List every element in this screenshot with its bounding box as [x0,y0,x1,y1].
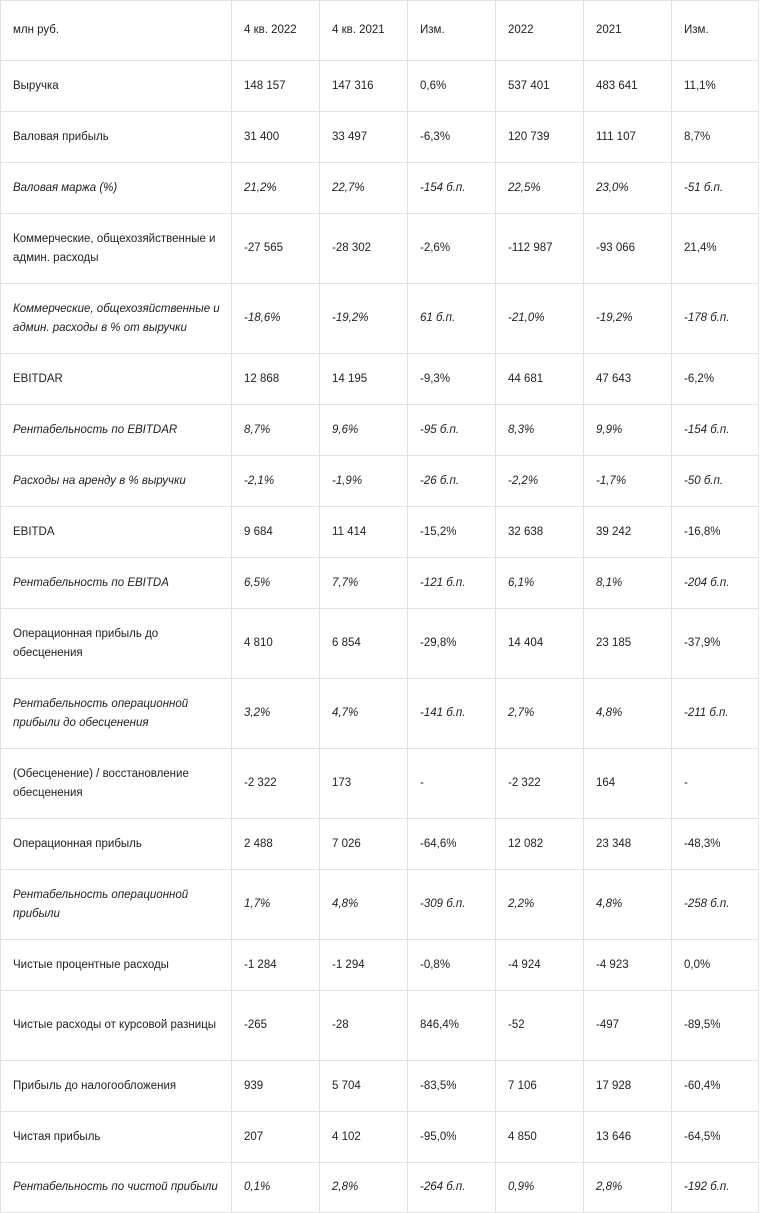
cell-fy-change: -204 б.п. [672,558,759,609]
cell-q4-2022: 148 157 [232,61,320,112]
cell-q4-2021: 7 026 [320,819,408,870]
cell-row-label: Чистые процентные расходы [1,940,232,991]
cell-q4-2021: -1 294 [320,940,408,991]
cell-q4-2021: 4,8% [320,870,408,940]
cell-fy-change: 21,4% [672,214,759,284]
cell-q4-2022: 31 400 [232,112,320,163]
cell-fy-2022: 6,1% [496,558,584,609]
cell-fy-change: -6,2% [672,354,759,405]
cell-fy-2021: 164 [584,749,672,819]
cell-q4-2021: 11 414 [320,507,408,558]
header-cell-q4-2021: 4 кв. 2021 [320,1,408,61]
cell-q-change: 0,6% [408,61,496,112]
table-row [1,1163,759,1213]
cell-fy-2021: -4 923 [584,940,672,991]
cell-fy-2021: 39 242 [584,507,672,558]
cell-q4-2022: -265 [232,991,320,1061]
cell-fy-change: -64,5% [672,1112,759,1163]
cell-fy-2021: 13 646 [584,1112,672,1163]
cell-q4-2022: 0,1% [232,1163,320,1213]
header-cell-q4-2022: 4 кв. 2022 [232,1,320,61]
table-row [1,558,759,609]
cell-fy-2022: 22,5% [496,163,584,214]
cell-row-label: Коммерческие, общехозяйственные и админ. расходы [1,214,232,284]
cell-fy-2021: 23 185 [584,609,672,679]
cell-q4-2021: -19,2% [320,284,408,354]
cell-fy-2021: 4,8% [584,870,672,940]
cell-q-change: -9,3% [408,354,496,405]
cell-fy-2021: 47 643 [584,354,672,405]
cell-q-change: -2,6% [408,214,496,284]
cell-row-label: EBITDAR [1,354,232,405]
cell-fy-change: -178 б.п. [672,284,759,354]
cell-q4-2021: 9,6% [320,405,408,456]
cell-q-change: -141 б.п. [408,679,496,749]
cell-q4-2022: 1,7% [232,870,320,940]
cell-row-label: Операционная прибыль [1,819,232,870]
cell-fy-change: -48,3% [672,819,759,870]
cell-fy-change: 8,7% [672,112,759,163]
cell-fy-2022: 0,9% [496,1163,584,1213]
cell-fy-2021: 9,9% [584,405,672,456]
table-row [1,1061,759,1112]
cell-fy-2022: -2 322 [496,749,584,819]
cell-fy-change: -16,8% [672,507,759,558]
cell-q4-2022: -1 284 [232,940,320,991]
cell-row-label: Валовая маржа (%) [1,163,232,214]
cell-fy-2021: 23,0% [584,163,672,214]
cell-fy-2022: 44 681 [496,354,584,405]
cell-q-change: - [408,749,496,819]
cell-q-change: -95,0% [408,1112,496,1163]
cell-q-change: -15,2% [408,507,496,558]
cell-q4-2022: 21,2% [232,163,320,214]
cell-q4-2021: 22,7% [320,163,408,214]
cell-row-label: Прибыль до налогообложения [1,1061,232,1112]
cell-q-change: 846,4% [408,991,496,1061]
cell-q-change: -6,3% [408,112,496,163]
cell-fy-2022: 7 106 [496,1061,584,1112]
cell-row-label: Чистые расходы от курсовой разницы [1,991,232,1061]
cell-q4-2022: -2 322 [232,749,320,819]
cell-q4-2021: 14 195 [320,354,408,405]
cell-q-change: -0,8% [408,940,496,991]
cell-fy-2021: -93 066 [584,214,672,284]
cell-q4-2022: 3,2% [232,679,320,749]
cell-fy-2022: 537 401 [496,61,584,112]
table-row [1,354,759,405]
cell-fy-change: 11,1% [672,61,759,112]
table-row [1,284,759,354]
cell-q-change: -154 б.п. [408,163,496,214]
cell-fy-change: -37,9% [672,609,759,679]
table-row [1,214,759,284]
cell-row-label: Рентабельность операционной прибыли до обесценения [1,679,232,749]
cell-q4-2022: 2 488 [232,819,320,870]
cell-q-change: -309 б.п. [408,870,496,940]
cell-fy-change: -51 б.п. [672,163,759,214]
cell-fy-2021: 111 107 [584,112,672,163]
cell-fy-change: -211 б.п. [672,679,759,749]
cell-q4-2022: 9 684 [232,507,320,558]
cell-q4-2022: 12 868 [232,354,320,405]
cell-fy-change: -50 б.п. [672,456,759,507]
cell-fy-2022: 2,7% [496,679,584,749]
cell-fy-change: - [672,749,759,819]
table-row [1,456,759,507]
cell-q4-2021: -28 [320,991,408,1061]
cell-fy-change: -60,4% [672,1061,759,1112]
cell-fy-2021: 2,8% [584,1163,672,1213]
cell-q4-2021: 4 102 [320,1112,408,1163]
cell-q4-2021: 147 316 [320,61,408,112]
table-row [1,609,759,679]
cell-row-label: (Обесценение) / восстановление обесценения [1,749,232,819]
cell-q4-2022: 6,5% [232,558,320,609]
cell-fy-2022: -4 924 [496,940,584,991]
cell-fy-2021: 23 348 [584,819,672,870]
cell-fy-change: -89,5% [672,991,759,1061]
table-row [1,1112,759,1163]
cell-q4-2021: -28 302 [320,214,408,284]
cell-fy-2022: 2,2% [496,870,584,940]
cell-row-label: Валовая прибыль [1,112,232,163]
table-row [1,749,759,819]
table-row [1,940,759,991]
table-row [1,61,759,112]
cell-q4-2022: -18,6% [232,284,320,354]
cell-fy-change: -258 б.п. [672,870,759,940]
cell-fy-2022: 4 850 [496,1112,584,1163]
header-row [1,1,759,61]
cell-fy-2021: 483 641 [584,61,672,112]
cell-fy-change: -192 б.п. [672,1163,759,1213]
cell-q4-2022: 4 810 [232,609,320,679]
table-row [1,870,759,940]
cell-row-label: Рентабельность по EBITDA [1,558,232,609]
cell-fy-2022: -112 987 [496,214,584,284]
cell-fy-2022: -52 [496,991,584,1061]
header-cell-fy-change: Изм. [672,1,759,61]
cell-fy-2022: 120 739 [496,112,584,163]
cell-fy-change: 0,0% [672,940,759,991]
cell-fy-2022: -21,0% [496,284,584,354]
cell-fy-2021: -19,2% [584,284,672,354]
cell-fy-2022: -2,2% [496,456,584,507]
cell-fy-2022: 12 082 [496,819,584,870]
cell-row-label: EBITDA [1,507,232,558]
cell-fy-2021: -1,7% [584,456,672,507]
cell-fy-2021: -497 [584,991,672,1061]
cell-q-change: -29,8% [408,609,496,679]
cell-fy-change: -154 б.п. [672,405,759,456]
cell-q4-2021: 173 [320,749,408,819]
cell-q-change: -95 б.п. [408,405,496,456]
cell-q-change: -83,5% [408,1061,496,1112]
cell-q4-2022: -2,1% [232,456,320,507]
header-cell-row-label: млн руб. [1,1,232,61]
cell-fy-2022: 14 404 [496,609,584,679]
cell-fy-2021: 4,8% [584,679,672,749]
cell-row-label: Рентабельность операционной прибыли [1,870,232,940]
cell-q-change: -64,6% [408,819,496,870]
cell-q4-2022: 939 [232,1061,320,1112]
cell-fy-2022: 32 638 [496,507,584,558]
header-cell-q-change: Изм. [408,1,496,61]
table-row [1,991,759,1061]
cell-row-label: Чистая прибыль [1,1112,232,1163]
cell-q4-2022: 8,7% [232,405,320,456]
cell-row-label: Операционная прибыль до обесценения [1,609,232,679]
table-row [1,507,759,558]
cell-fy-2021: 17 928 [584,1061,672,1112]
cell-q4-2021: 7,7% [320,558,408,609]
cell-row-label: Рентабельность по EBITDAR [1,405,232,456]
cell-fy-2021: 8,1% [584,558,672,609]
cell-q4-2021: 5 704 [320,1061,408,1112]
cell-q-change: -26 б.п. [408,456,496,507]
cell-row-label: Выручка [1,61,232,112]
cell-q4-2021: 6 854 [320,609,408,679]
cell-q4-2021: 33 497 [320,112,408,163]
table-row [1,112,759,163]
cell-row-label: Расходы на аренду в % выручки [1,456,232,507]
cell-q-change: -121 б.п. [408,558,496,609]
table-row [1,405,759,456]
table-row [1,163,759,214]
header-cell-fy-2022: 2022 [496,1,584,61]
cell-row-label: Коммерческие, общехозяйственные и админ. расходы в % от выручки [1,284,232,354]
cell-q4-2021: -1,9% [320,456,408,507]
cell-q4-2022: -27 565 [232,214,320,284]
cell-row-label: Рентабельность по чистой прибыли [1,1163,232,1213]
cell-q-change: -264 б.п. [408,1163,496,1213]
cell-fy-2022: 8,3% [496,405,584,456]
cell-q-change: 61 б.п. [408,284,496,354]
cell-q4-2021: 4,7% [320,679,408,749]
header-cell-fy-2021: 2021 [584,1,672,61]
cell-q4-2021: 2,8% [320,1163,408,1213]
cell-q4-2022: 207 [232,1112,320,1163]
table-row [1,819,759,870]
table-row [1,679,759,749]
